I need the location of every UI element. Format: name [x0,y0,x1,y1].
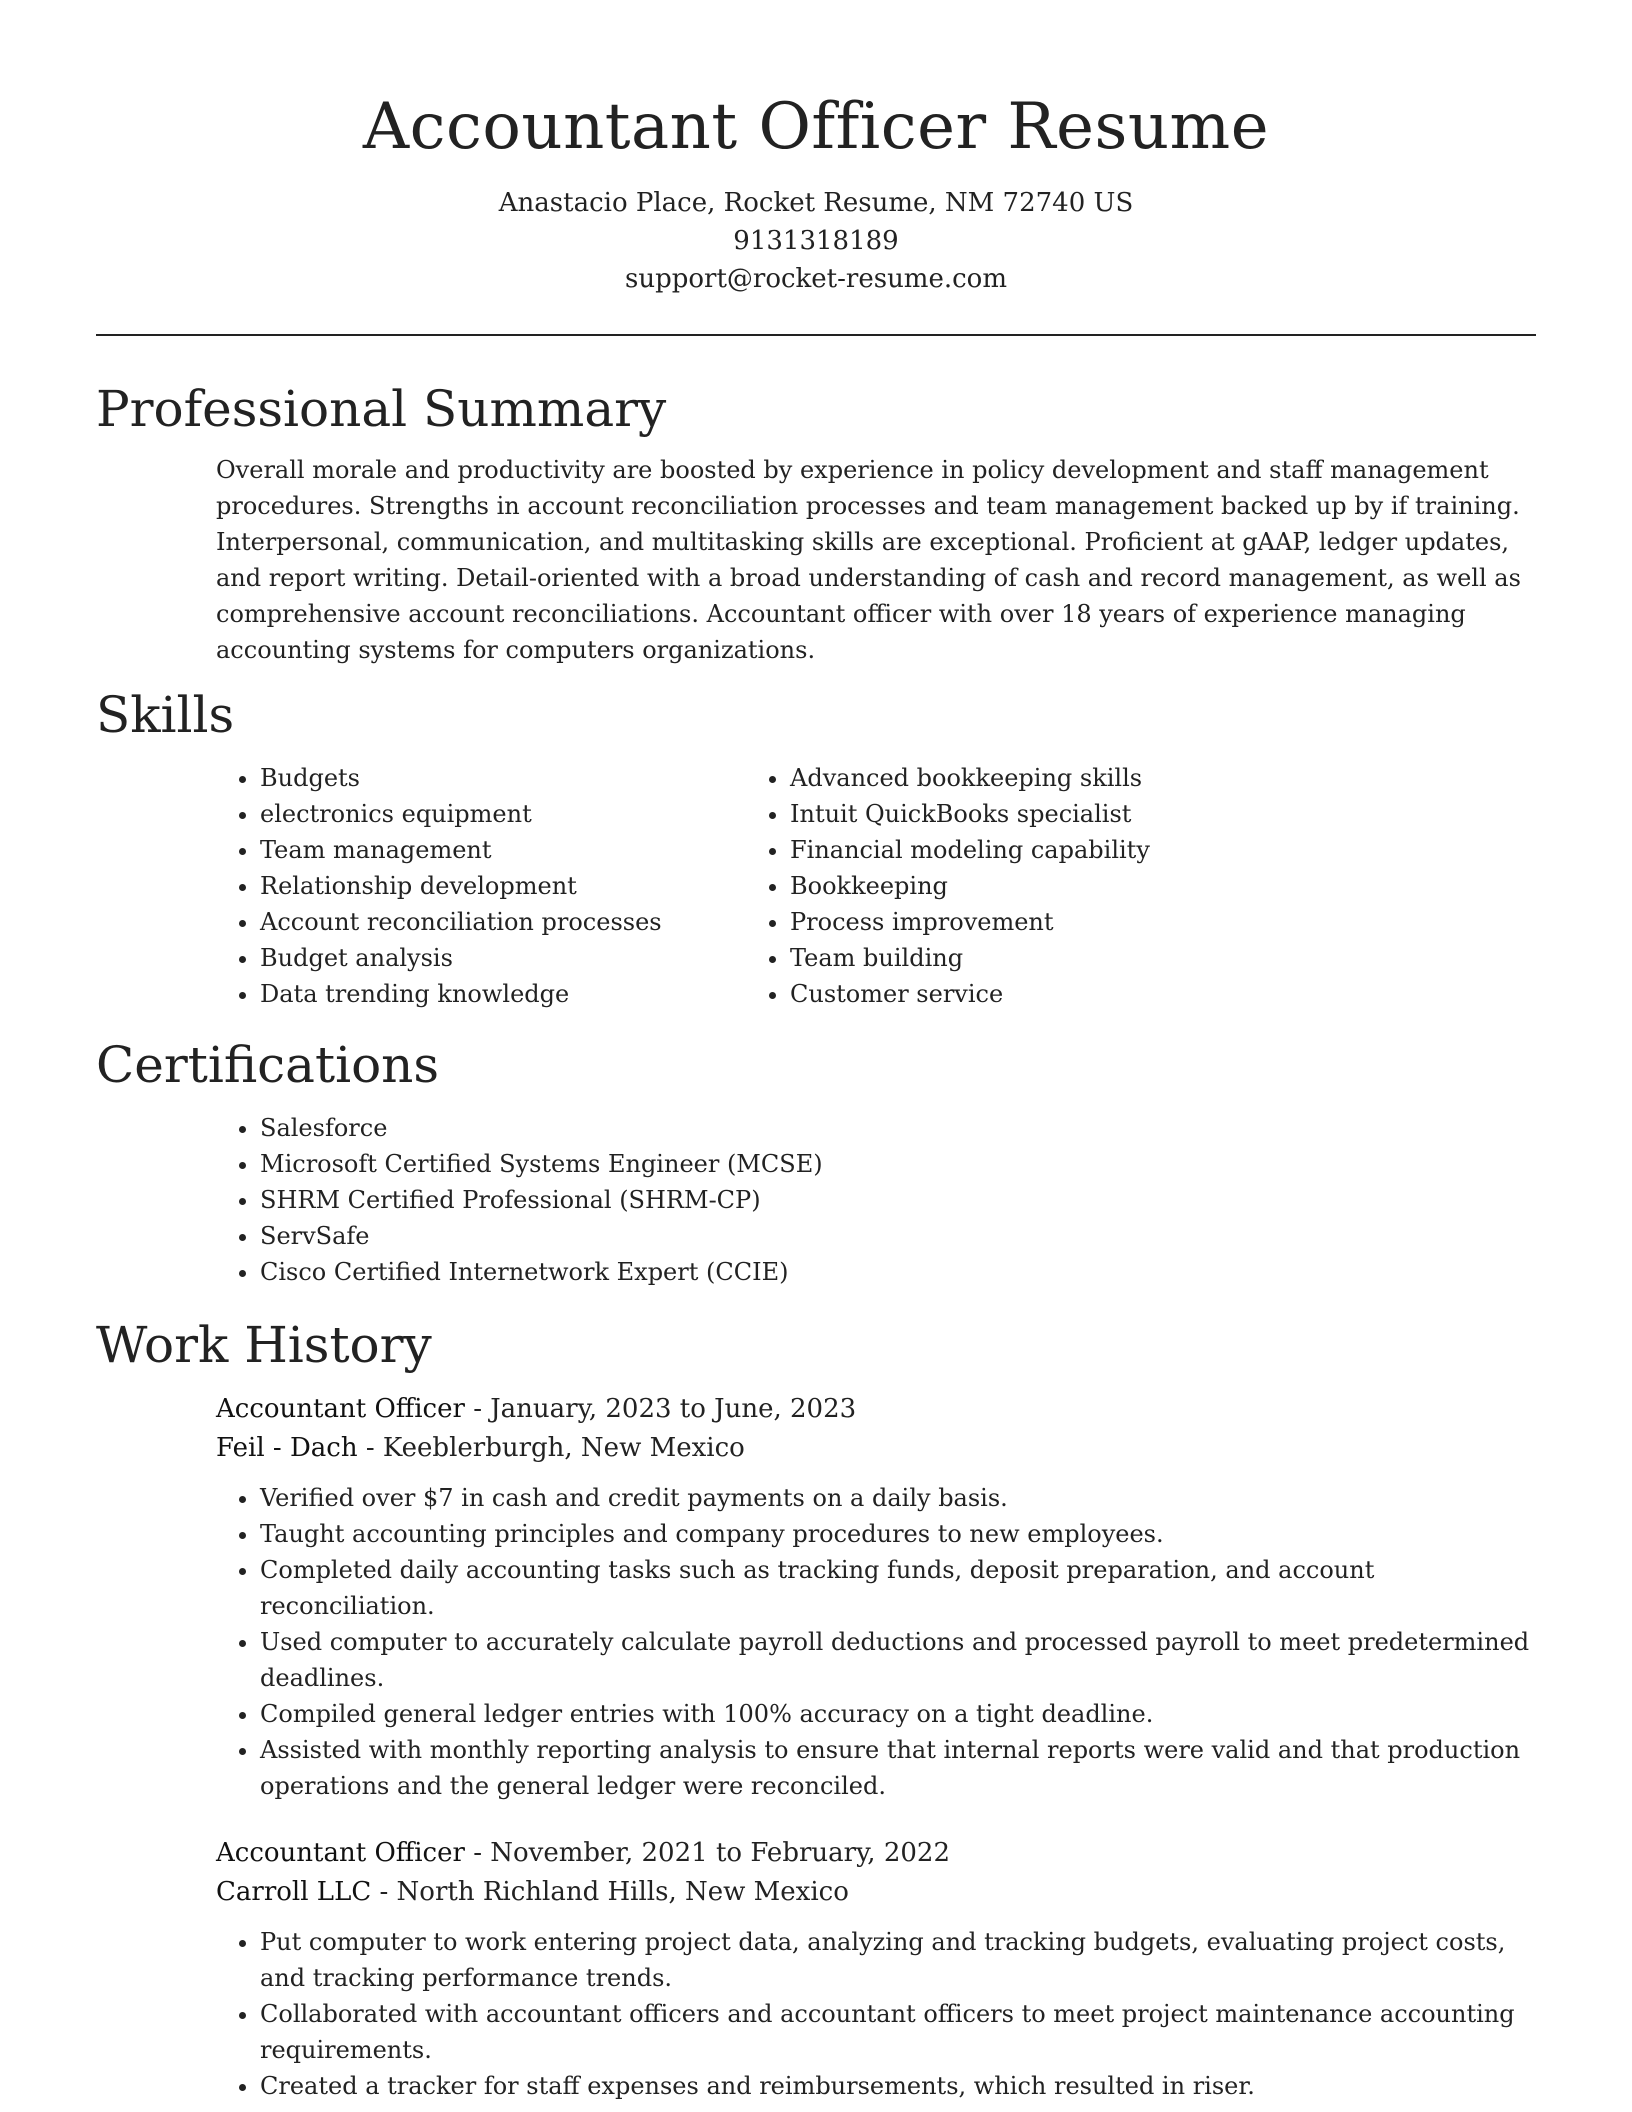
skills-list-right [746,760,1396,1012]
job-company: Carroll LLC [216,1877,372,1907]
resume-header [96,0,1536,298]
address: Anastacio Place, Rocket Resume, NM 72740 US [498,188,1134,218]
list-item: • Salesforce [260,1110,1536,1146]
job-location: - Keeblerburgh, New Mexico [357,1433,745,1463]
list-item: • Assisted with monthly reporting analysis to ensure that internal reports were valid and that production operations and the general ledger were reconciled. [260,1732,1536,1804]
list-item: • Collaborated with accountant officers and accountant officers to meet project maintenance accounting requirements. [260,1996,1536,2068]
skills-list-left [96,760,746,1012]
skills-grid [96,760,1536,1012]
resume-page [96,0,1536,2104]
list-item: • Data trending knowledge [260,976,746,1012]
summary-body [96,452,1536,668]
work-history-heading: Work History [96,1316,432,1374]
list-item: • Advanced bookkeeping skills [790,760,1396,796]
list-item: • Completed daily accounting tasks such as tracking funds, deposit preparation, and account reconciliation. [260,1552,1536,1624]
job-entry [96,1390,1536,1804]
list-item: • Budget analysis [260,940,746,976]
list-item: • Relationship development [260,868,746,904]
summary-section [96,376,1536,668]
list-item: • Process improvement [790,904,1396,940]
job-location: - North Richland Hills, New Mexico [371,1877,849,1907]
job-company-line [96,1429,1536,1468]
job-dates: - November, 2021 to February, 2022 [464,1838,950,1868]
list-item: • Account reconciliation processes [260,904,746,940]
summary-text: Overall morale and productivity are boosted by experience in policy development and staff management procedures. Strengths in account reconciliation processes and team management backed up by if training. Interpersonal, communication, and multitasking skills are exceptional. Proficient at gAAP, ledger updates, and report writing. Detail-oriented with a broad understanding of cash and record management, as well as comprehensive account reconciliations. Accountant officer with over 18 years of experience managing accounting systems for computers organizations. [216,456,1521,664]
job-title: Accountant Officer [216,1838,465,1868]
summary-heading: Professional Summary [96,380,667,438]
job-company: Feil - Dach [216,1433,358,1463]
list-item: • Bookkeeping [790,868,1396,904]
page-title: Accountant Officer Resume [362,90,1270,164]
list-item: • Microsoft Certified Systems Engineer (MCSE) [260,1146,1536,1182]
skills-column-right [746,760,1396,1012]
list-item: • Team building [790,940,1396,976]
list-item: • Compiled general ledger entries with 100% accuracy on a tight deadline. [260,1696,1536,1732]
job-dates: - January, 2023 to June, 2023 [464,1394,857,1424]
list-item: • ServSafe [260,1218,1536,1254]
skills-section [96,682,1536,1012]
list-item: • SHRM Certified Professional (SHRM-CP) [260,1182,1536,1218]
list-item: • electronics equipment [260,796,746,832]
contact-block [96,184,1536,298]
list-item: • Intuit QuickBooks specialist [790,796,1396,832]
list-item: • Cisco Certified Internetwork Expert (CCIE) [260,1254,1536,1290]
work-history-section [96,1312,1536,2104]
job-entry [96,1834,1536,2104]
list-item: • Created a tracker for staff expenses and reimbursements, which resulted in riser. [260,2068,1536,2104]
skills-heading: Skills [96,686,235,744]
job-title-line [96,1390,1536,1429]
list-item: • Put computer to work entering project data, analyzing and tracking budgets, evaluating project costs, and tracking performance trends. [260,1924,1536,1996]
job-company-line [96,1873,1536,1912]
list-item: • Used computer to accurately calculate payroll deductions and processed payroll to meet predetermined deadlines. [260,1624,1536,1696]
phone: 9131318189 [733,226,899,256]
certifications-list [96,1110,1536,1290]
list-item: • Customer service [790,976,1396,1012]
job-bullets [96,1924,1536,2104]
skills-column-left [96,760,746,1012]
list-item: • Budgets [260,760,746,796]
certifications-heading: Certifications [96,1036,440,1094]
email: support@rocket-resume.com [624,264,1007,294]
job-title: Accountant Officer [216,1394,465,1424]
list-item: • Team management [260,832,746,868]
list-item: • Verified over $7 in cash and credit payments on a daily basis. [260,1480,1536,1516]
list-item: • Financial modeling capability [790,832,1396,868]
list-item: • Taught accounting principles and company procedures to new employees. [260,1516,1536,1552]
header-divider [96,334,1536,336]
certifications-section [96,1032,1536,1290]
job-title-line [96,1834,1536,1873]
job-bullets [96,1480,1536,1804]
